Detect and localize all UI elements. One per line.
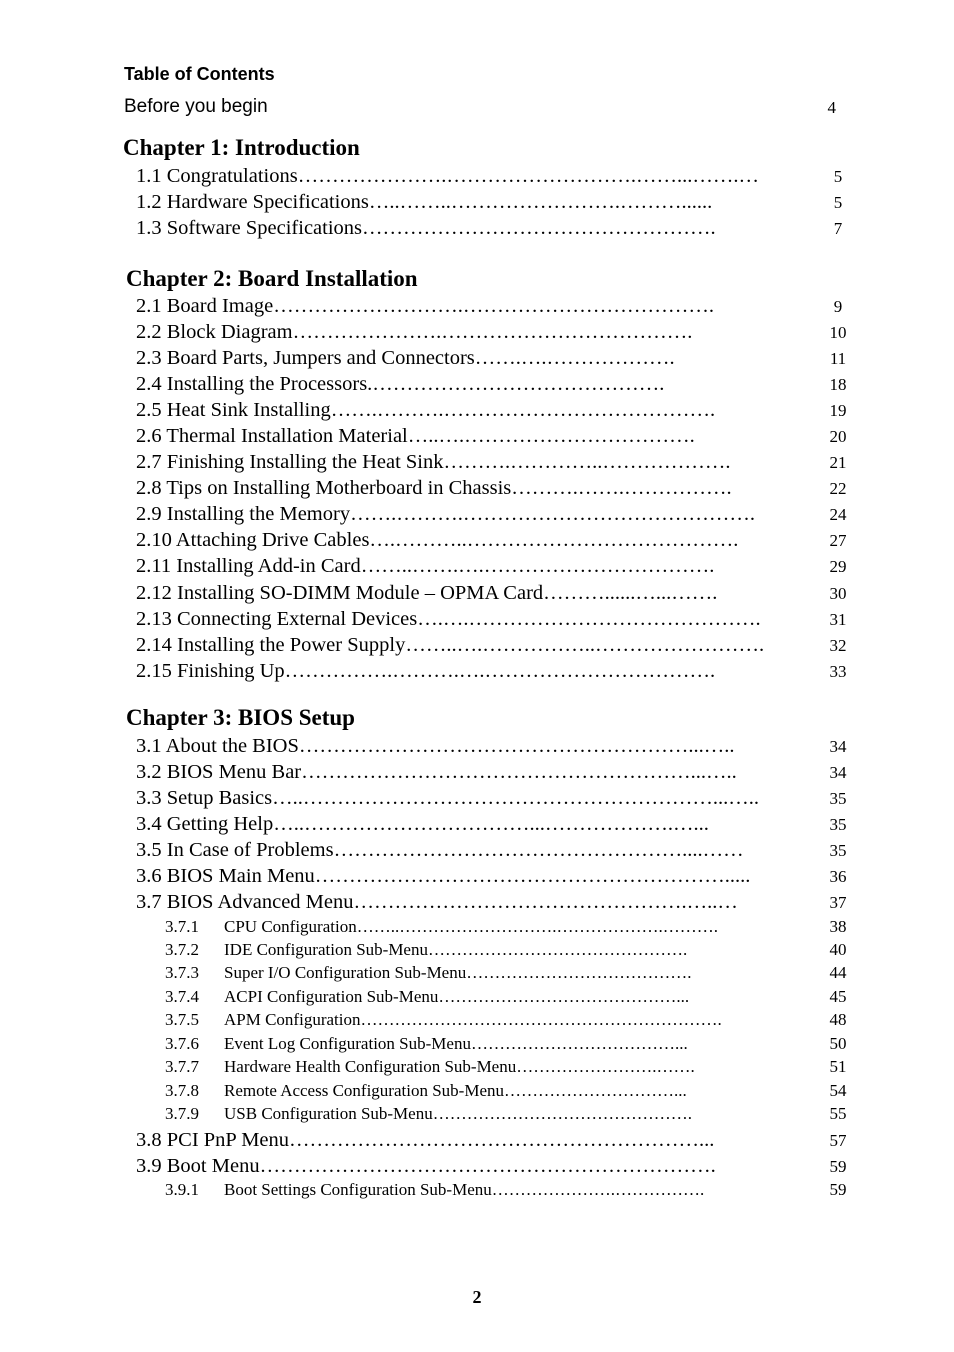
toc-entry-page: 48 [829, 1010, 847, 1029]
toc-entry-page: 32 [829, 636, 847, 655]
toc-entry-number: 3.7.1 [165, 917, 199, 936]
toc-entry-text: 3.2 BIOS Menu Bar…………………………………………………...….. [136, 761, 737, 783]
toc-entry-text: 2.14 Installing the Power Supply……..….……………..……………………. [136, 634, 765, 656]
toc-entry-page: 20 [829, 427, 847, 446]
toc-entry-page: 22 [829, 479, 847, 498]
toc-entry-text: Event Log Configuration Sub-Menu………………………………... [224, 1034, 688, 1053]
chapter-1-heading: Chapter 1: Introduction [123, 135, 360, 160]
toc-entry-page: 24 [829, 505, 847, 524]
toc-entry-text: 2.4 Installing the Processors.……………………………………. [136, 373, 665, 395]
toc-entry-page: 33 [829, 662, 847, 681]
toc-entry-page: 59 [829, 1157, 847, 1176]
toc-entry-page: 37 [829, 893, 847, 912]
toc-entry-page: 55 [829, 1104, 847, 1123]
chapter-3-heading: Chapter 3: BIOS Setup [126, 705, 355, 730]
toc-entry-page: 59 [829, 1180, 847, 1199]
toc-entry-page: 10 [829, 323, 847, 342]
toc-entry-text: 2.2 Block Diagram………………….………………………………. [136, 321, 693, 343]
toc-entry-text: 2.10 Attaching Drive Cables….………..…………………………………. [136, 529, 739, 551]
toc-entry-page: 7 [833, 219, 843, 238]
toc-entry-page: 44 [829, 963, 847, 982]
toc-entry-text: ACPI Configuration Sub-Menu……………………………………... [224, 987, 690, 1006]
toc-entry-page: 54 [829, 1081, 847, 1100]
toc-entry-text: 2.5 Heat Sink Installing…….……….…………………………………. [136, 399, 716, 421]
toc-entry-text: 2.11 Installing Add-in Card……..…….….……………………………. [136, 555, 715, 577]
toc-entry-text: 2.13 Connecting External Devices….….……………………………………. [136, 608, 761, 630]
toc-entry-page: 27 [829, 531, 847, 550]
toc-entry-text: 3.6 BIOS Main Menu……………………………………………………..... [136, 865, 751, 887]
toc-entry-page: 5 [833, 167, 843, 186]
toc-entry-text: APM Configuration………………………………………………………. [224, 1010, 722, 1029]
toc-entry-text: USB Configuration Sub-Menu………………………………………. [224, 1104, 692, 1123]
toc-entry-text: Remote Access Configuration Sub-Menu…………………………... [224, 1081, 687, 1100]
toc-entry-page: 36 [829, 867, 847, 886]
toc-entry-page: 18 [829, 375, 847, 394]
toc-entry-number: 3.7.2 [165, 940, 199, 959]
toc-entry-page: 57 [829, 1131, 847, 1150]
toc-entry-page: 21 [829, 453, 847, 472]
toc-entry-number: 3.7.3 [165, 963, 199, 982]
toc-entry-text: 1.3 Software Specifications……………………………………………. [136, 217, 716, 239]
toc-entry-text: 1.1 Congratulations………………….……………………….……...…….… [136, 165, 759, 187]
toc-entry-text: 3.8 PCI PnP Menu……………………………………………………... [136, 1129, 715, 1151]
toc-entry-text: 2.1 Board Image……………………….………………………………. [136, 295, 714, 317]
toc-entry-page: 34 [829, 763, 847, 782]
toc-entry-page: 35 [829, 789, 847, 808]
toc-entry-page: 31 [829, 610, 847, 629]
toc-entry-text: 2.3 Board Parts, Jumpers and Connectors…….….………………. [136, 347, 675, 369]
toc-entry-text: 1.2 Hardware Specifications…..……..…………………….………...... [136, 191, 713, 213]
toc-entry-text: 3.9 Boot Menu…………………………………………………………. [136, 1155, 716, 1177]
toc-entry-page: 5 [833, 193, 843, 212]
toc-entry-text: 3.5 In Case of Problems……………………………………………....…… [136, 839, 744, 861]
toc-entry-text: 3.7 BIOS Advanced Menu………………………………………….…..… [136, 891, 738, 913]
toc-entry-page: 51 [829, 1057, 847, 1076]
toc-entry-page: 9 [833, 297, 843, 316]
toc-entry-page: 11 [829, 349, 847, 368]
toc-entry-page: 29 [829, 557, 847, 576]
toc-entry-text: Super I/O Configuration Sub-Menu…………………………………. [224, 963, 692, 982]
toc-entry-text: Boot Settings Configuration Sub-Menu………………….……………. [224, 1180, 705, 1199]
toc-entry-text: 2.9 Installing the Memory…….……….……………………………………. [136, 503, 755, 525]
toc-entry-text: 2.6 Thermal Installation Material…..….……………………………. [136, 425, 695, 447]
toc-entry-number: 3.7.6 [165, 1034, 199, 1053]
toc-entry-text: Hardware Health Configuration Sub-Menu…………………….……. [224, 1057, 695, 1076]
toc-entry-number: 3.7.9 [165, 1104, 199, 1123]
toc-entry-text: 3.1 About the BIOS…………………………………………………...….. [136, 735, 735, 757]
toc-entry-text: 3.3 Setup Basics…..……………………………………………………...….. [136, 787, 759, 809]
toc-entry-page: 34 [829, 737, 847, 756]
toc-entry-number: 3.7.7 [165, 1057, 199, 1076]
toc-entry-page: 35 [829, 841, 847, 860]
chapter-2-heading: Chapter 2: Board Installation [126, 266, 418, 291]
toc-entry-number: 3.7.4 [165, 987, 199, 1006]
toc-entry-number: 3.7.5 [165, 1010, 199, 1029]
toc-entry-text: Before you begin [124, 96, 268, 117]
toc-entry-text: 2.12 Installing SO-DIMM Module – OPMA Card………......…...……. [136, 582, 718, 604]
toc-entry-page: 19 [829, 401, 847, 420]
toc-entry-number: 3.9.1 [165, 1180, 199, 1199]
toc-entry-page: 50 [829, 1034, 847, 1053]
toc-entry-page: 4 [827, 98, 836, 117]
toc-entry-text: IDE Configuration Sub-Menu………………………………………. [224, 940, 688, 959]
page-number: 2 [472, 1287, 482, 1307]
toc-entry-before-you-begin [124, 96, 836, 118]
toc-entry-text: 2.7 Finishing Installing the Heat Sink……….…………..………………. [136, 451, 731, 473]
toc-entry-text: 2.15 Finishing Up…………….……….….……………………………. [136, 660, 716, 682]
toc-entry-text: 2.8 Tips on Installing Motherboard in Chassis……….…….……………. [136, 477, 732, 499]
toc-entry-text: 3.4 Getting Help…..……………………………...……………….…... [136, 813, 709, 835]
toc-entry-number: 3.7.8 [165, 1081, 199, 1100]
toc-entry-page: 38 [829, 917, 847, 936]
toc-entry-text: CPU Configuration……..……………………….……………….………. [224, 917, 718, 936]
toc-entry-page: 45 [829, 987, 847, 1006]
toc-entry-page: 35 [829, 815, 847, 834]
toc-heading: Table of Contents [124, 64, 275, 84]
toc-entry-page: 40 [829, 940, 847, 959]
toc-entry-page: 30 [829, 584, 847, 603]
